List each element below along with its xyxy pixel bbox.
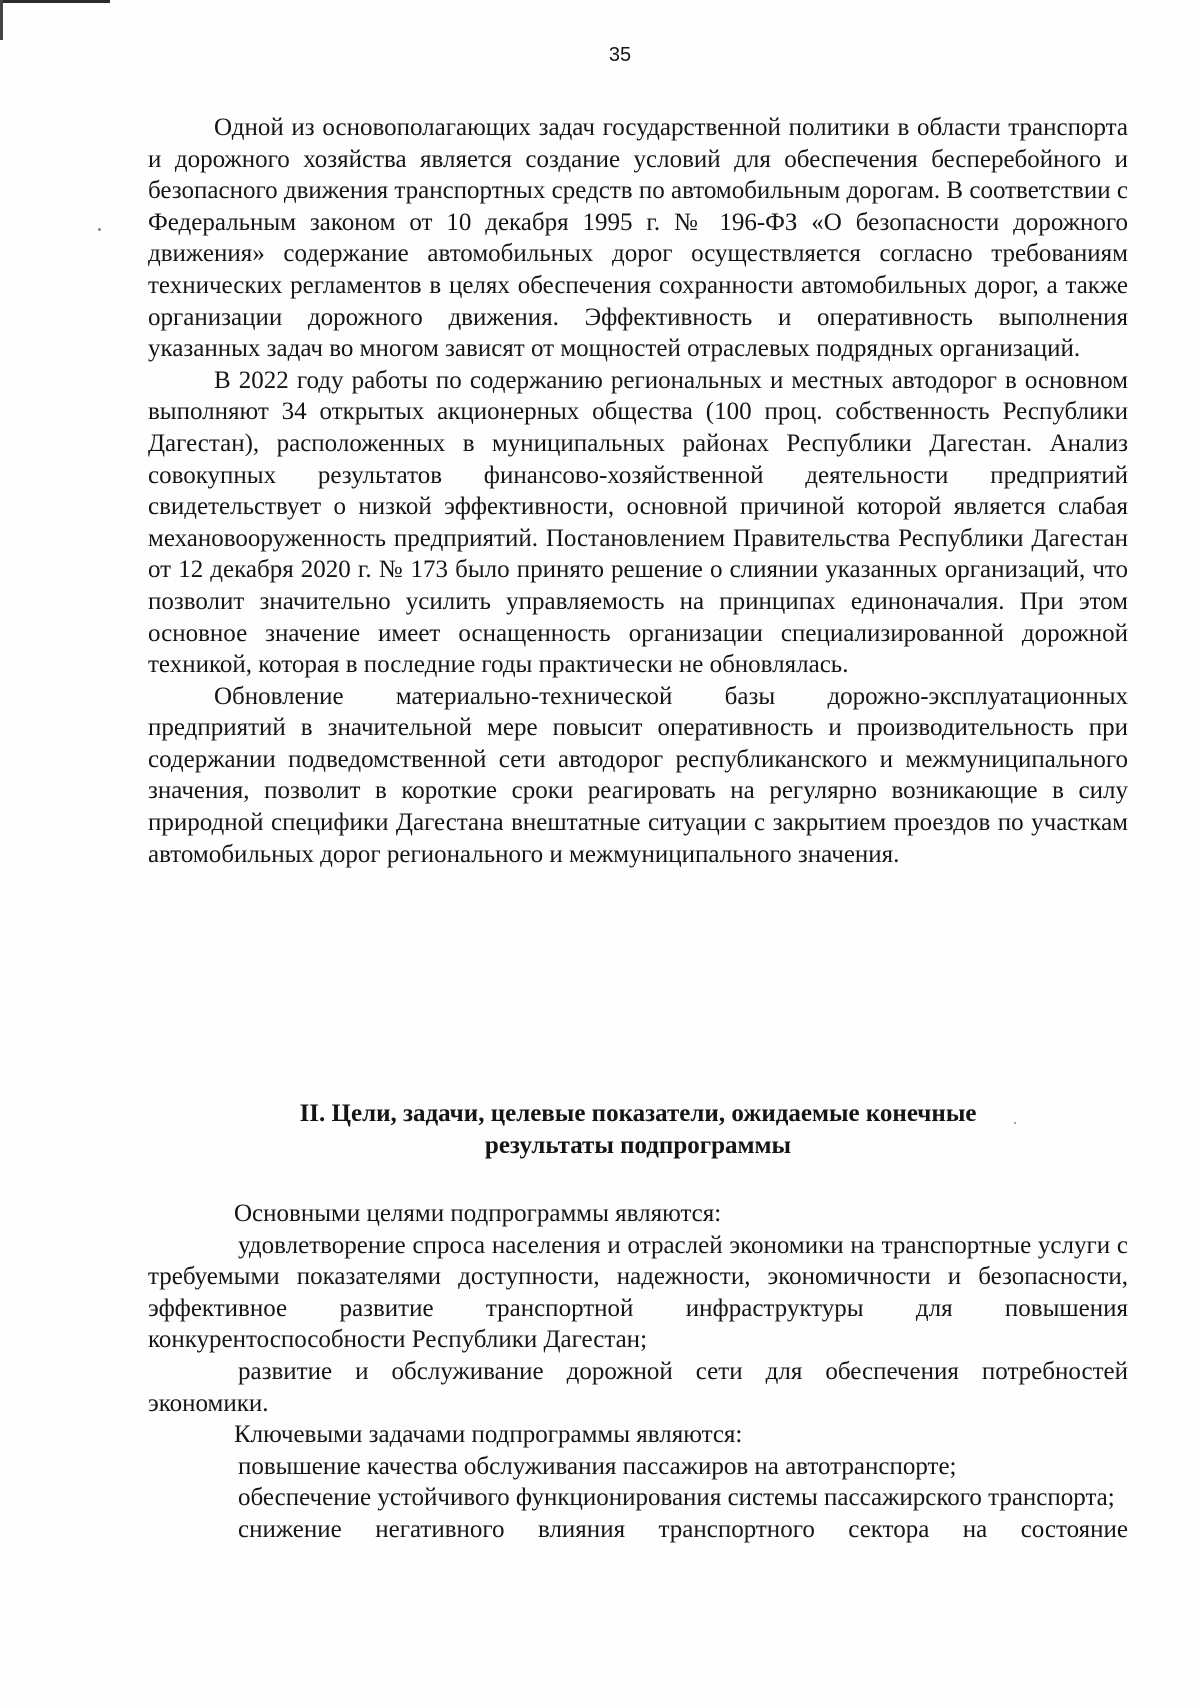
list-item: обеспечение устойчивого функционирования системы пассажирского транспорта; bbox=[238, 1484, 1115, 1512]
paragraph: Одной из основополагающих задач государственной политики в области транспорта и дорожного хозяйства является создание условий для обеспечения бесперебойного и безопасного движения транспортных средств по автомобильным дорогам. В соответствии с Федеральным законом от 10 декабря 1995 г. № 196-ФЗ «О безопасности дорожного движения» содержание автомобильных дорог осуществляется согласно требованиям технических регламентов в целях обеспечения сохранности автомобильных дорог, а также организации дорожного движения. Эффективность и оперативность выполнения указанных задач во многом зависят от мощностей отраслевых подрядных организаций. bbox=[148, 114, 1128, 363]
list-item: снижение негативного влияния транспортного сектора на состояние bbox=[238, 1515, 1128, 1543]
goals-and-tasks bbox=[148, 1198, 1128, 1546]
tasks-intro: Ключевыми задачами подпрограммы являются: bbox=[234, 1421, 743, 1449]
scan-border-left bbox=[0, 0, 3, 40]
paragraph: В 2022 году работы по содержанию региональных и местных автодорог в основном выполняют 34 открытых акционерных общества (100 проц. собственность Республики Дагестан), расположенных в муниципальных районах Республики Дагестан. Анализ совокупных результатов финансово-хозяйственной деятельности предприятий свидетельствует о низкой эффективности, основной причиной которой является слабая механовооруженность предприятий. Постановлением Правительства Республики Дагестан от 12 декабря 2020 г. № 173 было принято решение о слиянии указанных организаций, что позволит значительно усилить управляемость на принципах единоначалия. При этом основное значение имеет оснащенность организации специализированной дорожной техникой, которая в последние годы практически не обновлялась. bbox=[148, 366, 1128, 679]
scan-border-top bbox=[0, 0, 110, 3]
list-item: развитие и обслуживание дорожной сети для обеспечения потребностей экономики. bbox=[148, 1357, 1128, 1417]
body-text bbox=[148, 112, 1128, 870]
paragraph: Обновление материально-технической базы дорожно-эксплуатационных предприятий в значительной мере повысит оперативность и производительность при содержании подведомственной сети автодорог республиканского и межмуниципального значения, позволит в короткие сроки реагировать на регулярно возникающие в силу природной специфики Дагестана внештатные ситуации с закрытием проездов по участкам автомобильных дорог регионального и межмуниципального значения. bbox=[148, 682, 1128, 868]
list-item: удовлетворение спроса населения и отраслей экономики на транспортные услуги с требуемыми показателями доступности, надежности, экономичности и безопасности, эффективное развитие транспортной инфраструктуры для повышения конкурентоспособности Республики Дагестан; bbox=[148, 1231, 1128, 1354]
section-heading bbox=[148, 1098, 1128, 1162]
scan-speck bbox=[98, 228, 101, 231]
goals-intro: Основными целями подпрограммы являются: bbox=[234, 1200, 722, 1227]
list-item: повышение качества обслуживания пассажиров на автотранспорте; bbox=[238, 1452, 957, 1480]
page-number: 35 bbox=[608, 44, 632, 66]
section-heading-line: результаты подпрограммы bbox=[484, 1132, 792, 1159]
section-heading-line: II. Цели, задачи, целевые показатели, ожидаемые конечные bbox=[299, 1100, 977, 1127]
